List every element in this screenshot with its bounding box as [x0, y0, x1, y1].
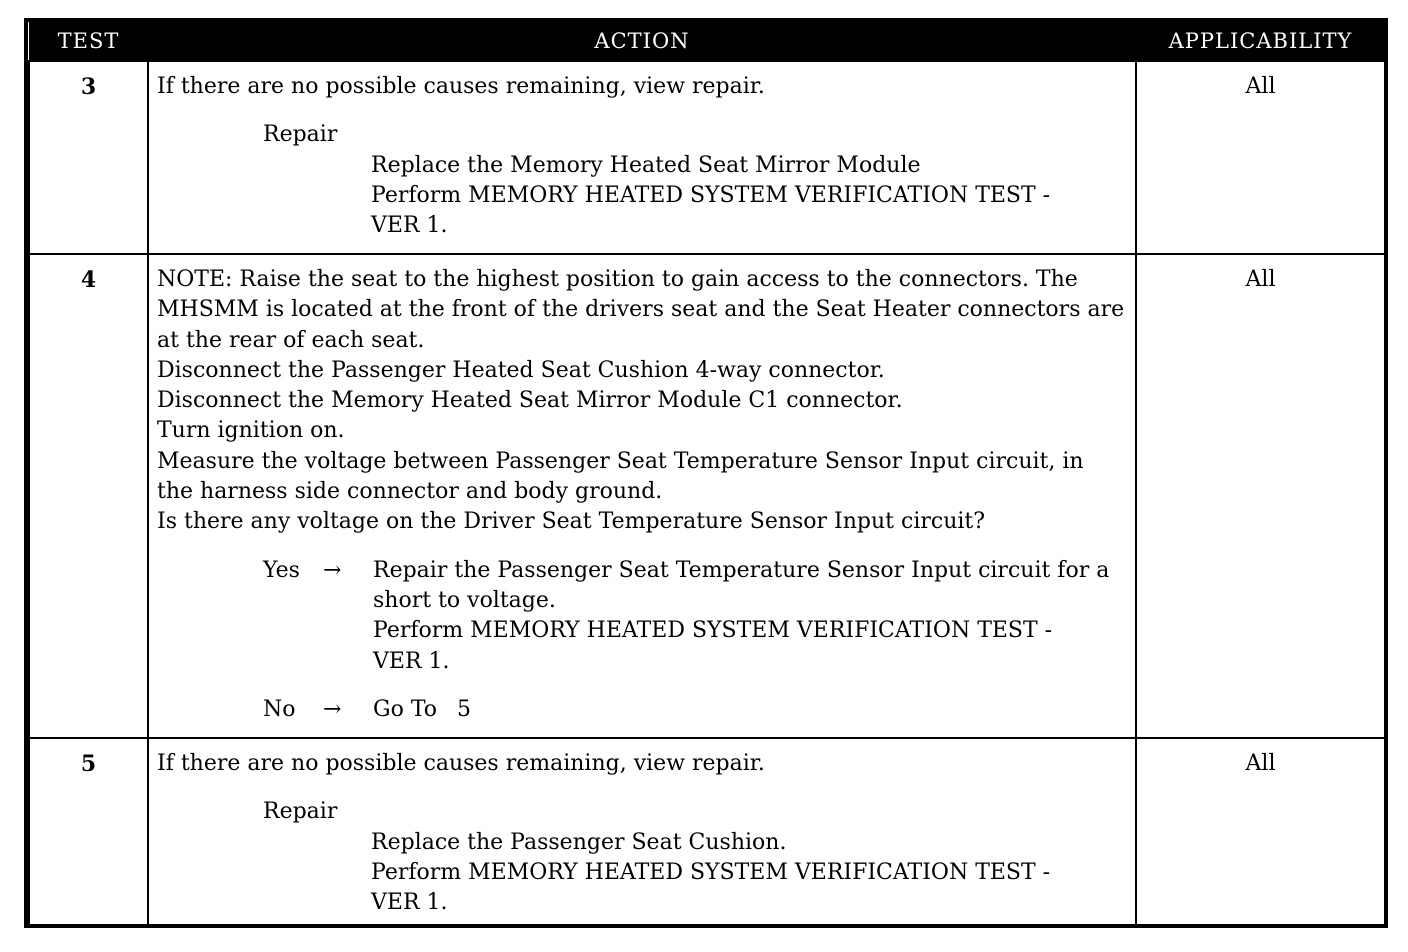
table-header-row	[29, 22, 1385, 61]
repair-line: Replace the Memory Heated Seat Mirror Module	[371, 152, 921, 178]
applicability-value: All	[1136, 254, 1385, 738]
yes-line: Perform MEMORY HEATED SYSTEM VERIFICATION TEST -	[373, 618, 1053, 644]
action-cell	[148, 738, 1136, 927]
test-number: 3	[29, 61, 148, 254]
action-line: Measure the voltage between Passenger Seat Temperature Sensor Input circuit, in	[157, 448, 1084, 474]
test-number: 4	[29, 254, 148, 738]
applicability-value: All	[1136, 738, 1385, 927]
yes-line: VER 1.	[373, 648, 450, 674]
diagnostic-table-frame	[24, 18, 1388, 928]
action-line: Disconnect the Memory Heated Seat Mirror Module C1 connector.	[157, 388, 903, 414]
repair-steps	[371, 151, 1129, 242]
no-steps	[373, 695, 1129, 725]
repair-line: Replace the Passenger Seat Cushion.	[371, 829, 787, 855]
header-test: TEST	[29, 22, 148, 61]
repair-label: Repair	[263, 799, 338, 825]
header-action: ACTION	[148, 22, 1136, 61]
yes-steps	[373, 556, 1129, 677]
table-row-test-4	[29, 254, 1385, 738]
no-label: No	[263, 696, 296, 722]
diagnostic-test-table	[28, 22, 1386, 928]
action-intro: If there are no possible causes remaining, view repair.	[157, 751, 765, 776]
yes-line: short to voltage.	[373, 587, 556, 613]
action-line: MHSMM is located at the front of the drivers seat and the Seat Heater connectors are	[157, 297, 1125, 323]
repair-line: VER 1.	[371, 890, 448, 916]
applicability-value: All	[1136, 61, 1385, 254]
yes-line: Repair the Passenger Seat Temperature Sensor Input circuit for a	[373, 557, 1110, 583]
arrow-right-icon: →	[323, 696, 342, 722]
action-cell	[148, 254, 1136, 738]
repair-line: Perform MEMORY HEATED SYSTEM VERIFICATION TEST -	[371, 859, 1051, 885]
action-cell	[148, 61, 1136, 254]
action-intro: If there are no possible causes remaining, view repair.	[157, 74, 765, 99]
table-row-test-3	[29, 61, 1385, 254]
action-line: Turn ignition on.	[157, 418, 345, 444]
action-line: NOTE: Raise the seat to the highest position to gain access to the connectors. The	[157, 267, 1078, 292]
action-line: Disconnect the Passenger Heated Seat Cushion 4-way connector.	[157, 357, 885, 383]
yes-branch	[263, 556, 1129, 677]
table-row-test-5	[29, 738, 1385, 927]
action-line: Is there any voltage on the Driver Seat Temperature Sensor Input circuit?	[157, 509, 986, 535]
action-line: at the rear of each seat.	[157, 327, 425, 353]
repair-line: VER 1.	[371, 213, 448, 239]
no-branch	[263, 695, 1129, 725]
repair-steps	[371, 828, 1129, 919]
goto-text: Go To	[373, 696, 438, 722]
goto-target-link[interactable]: 5	[457, 696, 472, 722]
yes-label: Yes	[263, 557, 300, 583]
repair-label: Repair	[263, 122, 338, 148]
header-applicability: APPLICABILITY	[1136, 22, 1385, 61]
test-number: 5	[29, 738, 148, 927]
arrow-right-icon: →	[323, 557, 342, 583]
action-line: the harness side connector and body ground.	[157, 479, 663, 505]
repair-line: Perform MEMORY HEATED SYSTEM VERIFICATION TEST -	[371, 182, 1051, 208]
